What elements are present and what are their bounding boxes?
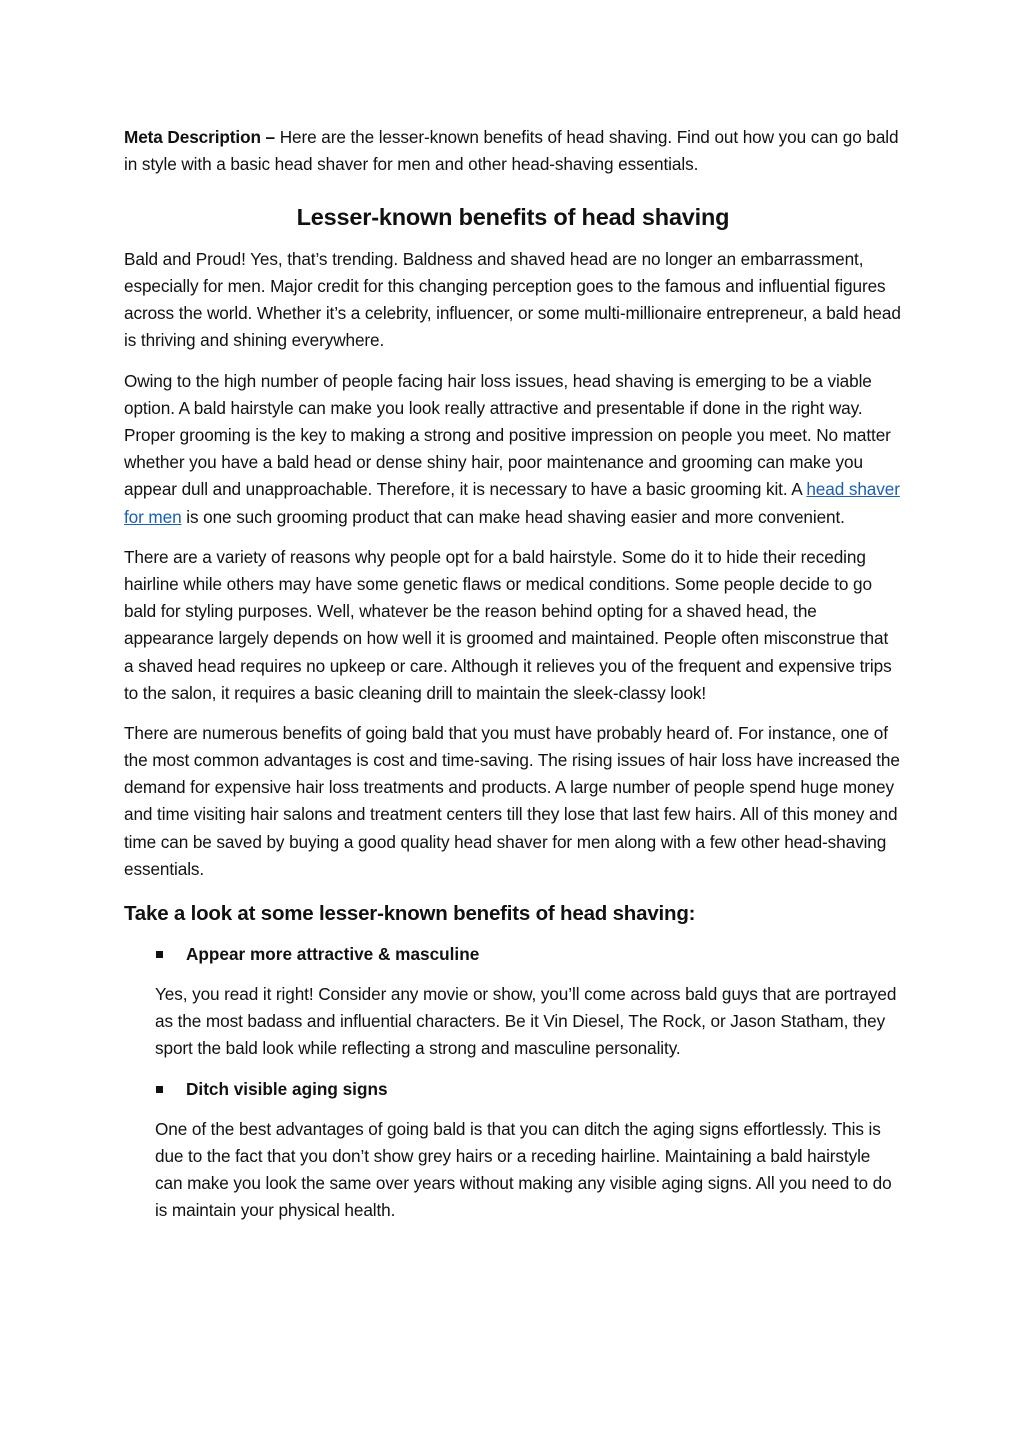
- square-bullet-icon: [156, 1086, 163, 1093]
- reasons-paragraph: There are a variety of reasons why people opt for a bald hairstyle. Some do it to hide their receding hairline while others may have some genetic flaws or medical conditions. Some people decide to go bald for styling purposes. Well, whatever be the reason behind opting for a shaved head, the appearance largely depends on how well it is groomed and maintained. People often misconstrue that a shaved head requires no upkeep or care. Although it relieves you of the frequent and expensive trips to the salon, it requires a basic cleaning drill to maintain the sleek-classy look!: [124, 547, 892, 703]
- benefit-text-attractive: Yes, you read it right! Consider any movie or show, you’ll come across bald guys that are portrayed as the most badass and influential characters. Be it Vin Diesel, The Rock, or Jason Statham, they sport the bald look while reflecting a strong and masculine personality.: [155, 983, 897, 1058]
- grooming-paragraph-text-start: Owing to the high number of people facing hair loss issues, head shaving is emerging to be a viable option. A bald hairstyle can make you look really attractive and presentable if done in the right way. Proper grooming is the key to making a strong and positive impression on people you meet. No matter whether you have a bald head or dense shiny hair, poor maintenance and grooming can make you appear dull and unapproachable. Therefore, it is necessary to have a basic grooming kit. A: [124, 371, 891, 500]
- benefits-intro-paragraph: There are numerous benefits of going bald that you must have probably heard of. For instance, one of the most common advantages is cost and time-saving. The rising issues of hair loss have increased the demand for expensive hair loss treatments and products. A large number of people spend huge money and time visiting hair salons and treatment centers till they lose that last few hairs. All of this money and time can be saved by buying a good quality head shaver for men along with a few other head-shaving essentials.: [124, 723, 900, 879]
- document-page: [124, 124, 902, 1237]
- grooming-paragraph-text-end: is one such grooming product that can make head shaving easier and more convenient.: [181, 506, 845, 527]
- grooming-paragraph: [124, 368, 902, 531]
- head-shaver-link[interactable]: head shaver for men: [124, 479, 900, 527]
- benefit-text-aging: One of the best advantages of going bald is that you can ditch the aging signs effortlessly. This is due to the fact that you don’t show grey hairs or a receding hairline. Maintaining a bald hairstyle can make you look the same over years without making any visible aging signs. All you need to do is maintain your physical health.: [155, 1118, 892, 1220]
- meta-description-text: Here are the lesser-known benefits of head shaving. Find out how you can go bald in style with a basic head shaver for men and other head-shaving essentials.: [124, 127, 899, 175]
- benefit-heading-text: Appear more attractive & masculine: [186, 943, 480, 964]
- benefit-heading-aging: [124, 1076, 902, 1103]
- page-title: Lesser-known benefits of head shaving: [296, 204, 730, 231]
- square-bullet-icon: [156, 951, 163, 958]
- meta-description-label: Meta Description –: [124, 127, 276, 147]
- section-heading: Take a look at some lesser-known benefits of head shaving:: [124, 901, 696, 925]
- benefit-heading-text: Ditch visible aging signs: [186, 1078, 388, 1099]
- intro-paragraph: Bald and Proud! Yes, that’s trending. Baldness and shaved head are no longer an embarrassment, especially for men. Major credit for this changing perception goes to the famous and influential figures across the world. Whether it’s a celebrity, influencer, or some multi-millionaire entrepreneur, a bald head is thriving and shining everywhere.: [124, 249, 901, 351]
- meta-description: [124, 124, 902, 178]
- benefit-heading-attractive: [124, 941, 902, 968]
